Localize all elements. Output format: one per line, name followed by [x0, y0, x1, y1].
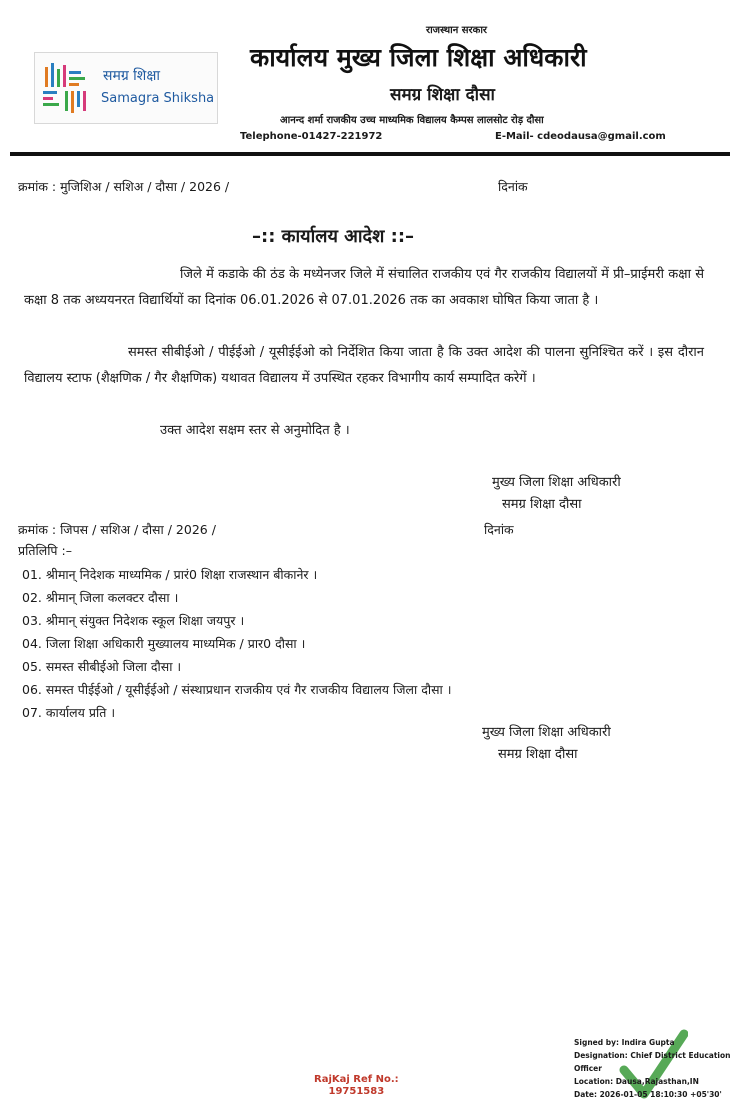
logo-hindi-text: समग्र शिक्षा: [103, 68, 160, 84]
order-paragraph-1: जिले में कडाके की ठंड के मध्येनजर जिले में संचालित राजकीय एवं गैर राजकीय विद्यालयों में प्री–प्राईमरी कक्षा से कक्षा 8 तक अध्ययनरत विद्यार्थियों का दिनांक 06.01.2026 से 07.01.2026 तक का अवकाश घोषित किया जाता है ।: [24, 267, 704, 308]
signature-office: समग्र शिक्षा दौसा: [502, 497, 582, 512]
order-heading: –:: कार्यालय आदेश ::–: [252, 226, 415, 247]
digital-signature-info: [574, 1036, 731, 1101]
order-date-label: दिनांक: [498, 179, 528, 194]
office-address: आनन्द शर्मा राजकीय उच्च माध्यमिक विद्यालय कैम्पस लालसोट रोड़ दौसा: [280, 115, 544, 126]
copy-reference-number: क्रमांक : जिपस / सशिअ / दौसा / 2026 /: [18, 522, 216, 537]
signer-designation: Designation: Chief District Education: [574, 1051, 731, 1060]
signature-block-1: [492, 472, 621, 516]
cc-list-item: 07. कार्यालय प्रति ।: [22, 705, 116, 720]
telephone-number: Telephone-01427-221972: [240, 131, 383, 142]
office-title: कार्यालय मुख्य जिला शिक्षा अधिकारी: [250, 43, 587, 72]
rajkaj-ref-number: 19751583: [328, 1086, 385, 1097]
cc-list-item: 04. जिला शिक्षा अधिकारी मुख्यालय माध्यमिक / प्रार0 दौसा ।: [22, 636, 306, 651]
cc-list-item: 06. समस्त पीईईओ / यूसीईईओ / संस्थाप्रधान राजकीय एवं गैर राजकीय विद्यालय जिला दौसा ।: [22, 682, 452, 697]
header-divider: [10, 152, 730, 156]
signature-block-2: [482, 722, 611, 766]
office-subtitle: समग्र शिक्षा दौसा: [390, 85, 495, 105]
cc-list-item: 01. श्रीमान् निदेशक माध्यमिक / प्रारं0 शिक्षा राजस्थान बीकानेर ।: [22, 567, 318, 582]
signer-location: Location: Dausa,Rajasthan,IN: [574, 1077, 699, 1086]
signature-date: Date: 2026-01-05 18:10:30 +05'30': [574, 1090, 722, 1099]
logo-english-text: Samagra Shiksha: [101, 91, 215, 106]
signature-office: समग्र शिक्षा दौसा: [498, 747, 578, 762]
order-reference-number: क्रमांक : मुजिशिअ / सशिअ / दौसा / 2026 /: [18, 179, 230, 194]
order-paragraph-3: उक्त आदेश सक्षम स्तर से अनुमोदित है ।: [160, 423, 350, 438]
cc-list-item: 02. श्रीमान् जिला कलक्टर दौसा ।: [22, 590, 179, 605]
signature-designation: मुख्य जिला शिक्षा अधिकारी: [492, 475, 621, 490]
samagra-shiksha-logo: [34, 52, 218, 124]
order-paragraph-2: समस्त सीबीईओ / पीईईओ / यूसीईईओ को निर्देशित किया जाता है कि उक्त आदेश की पालना सुनिश्चित करें । इस दौरान विद्यालय स्टाफ (शैक्षणिक / गैर शैक्षणिक) यथावत विद्यालय में उपस्थित रहकर विभागीय कार्य सम्पादित करेगें ।: [24, 345, 704, 386]
rajkaj-ref-label: RajKaj Ref No.:: [314, 1074, 399, 1085]
samagra-shiksha-emblem-icon: [41, 61, 93, 115]
signed-by: Signed by: Indira Gupta: [574, 1038, 675, 1047]
signature-designation: मुख्य जिला शिक्षा अधिकारी: [482, 725, 611, 740]
copy-to-label: प्रतिलिपि :–: [18, 543, 72, 558]
cc-list-item: 05. समस्त सीबीईओ जिला दौसा ।: [22, 659, 182, 674]
copy-date-label: दिनांक: [484, 522, 514, 537]
signer-designation-cont: Officer: [574, 1064, 602, 1073]
rajkaj-reference: [314, 1074, 399, 1098]
email-address: E-Mail- cdeodausa@gmail.com: [495, 131, 666, 142]
cc-list-item: 03. श्रीमान् संयुक्त निदेशक स्कूल शिक्षा जयपुर ।: [22, 613, 245, 628]
government-label: राजस्थान सरकार: [426, 25, 488, 36]
